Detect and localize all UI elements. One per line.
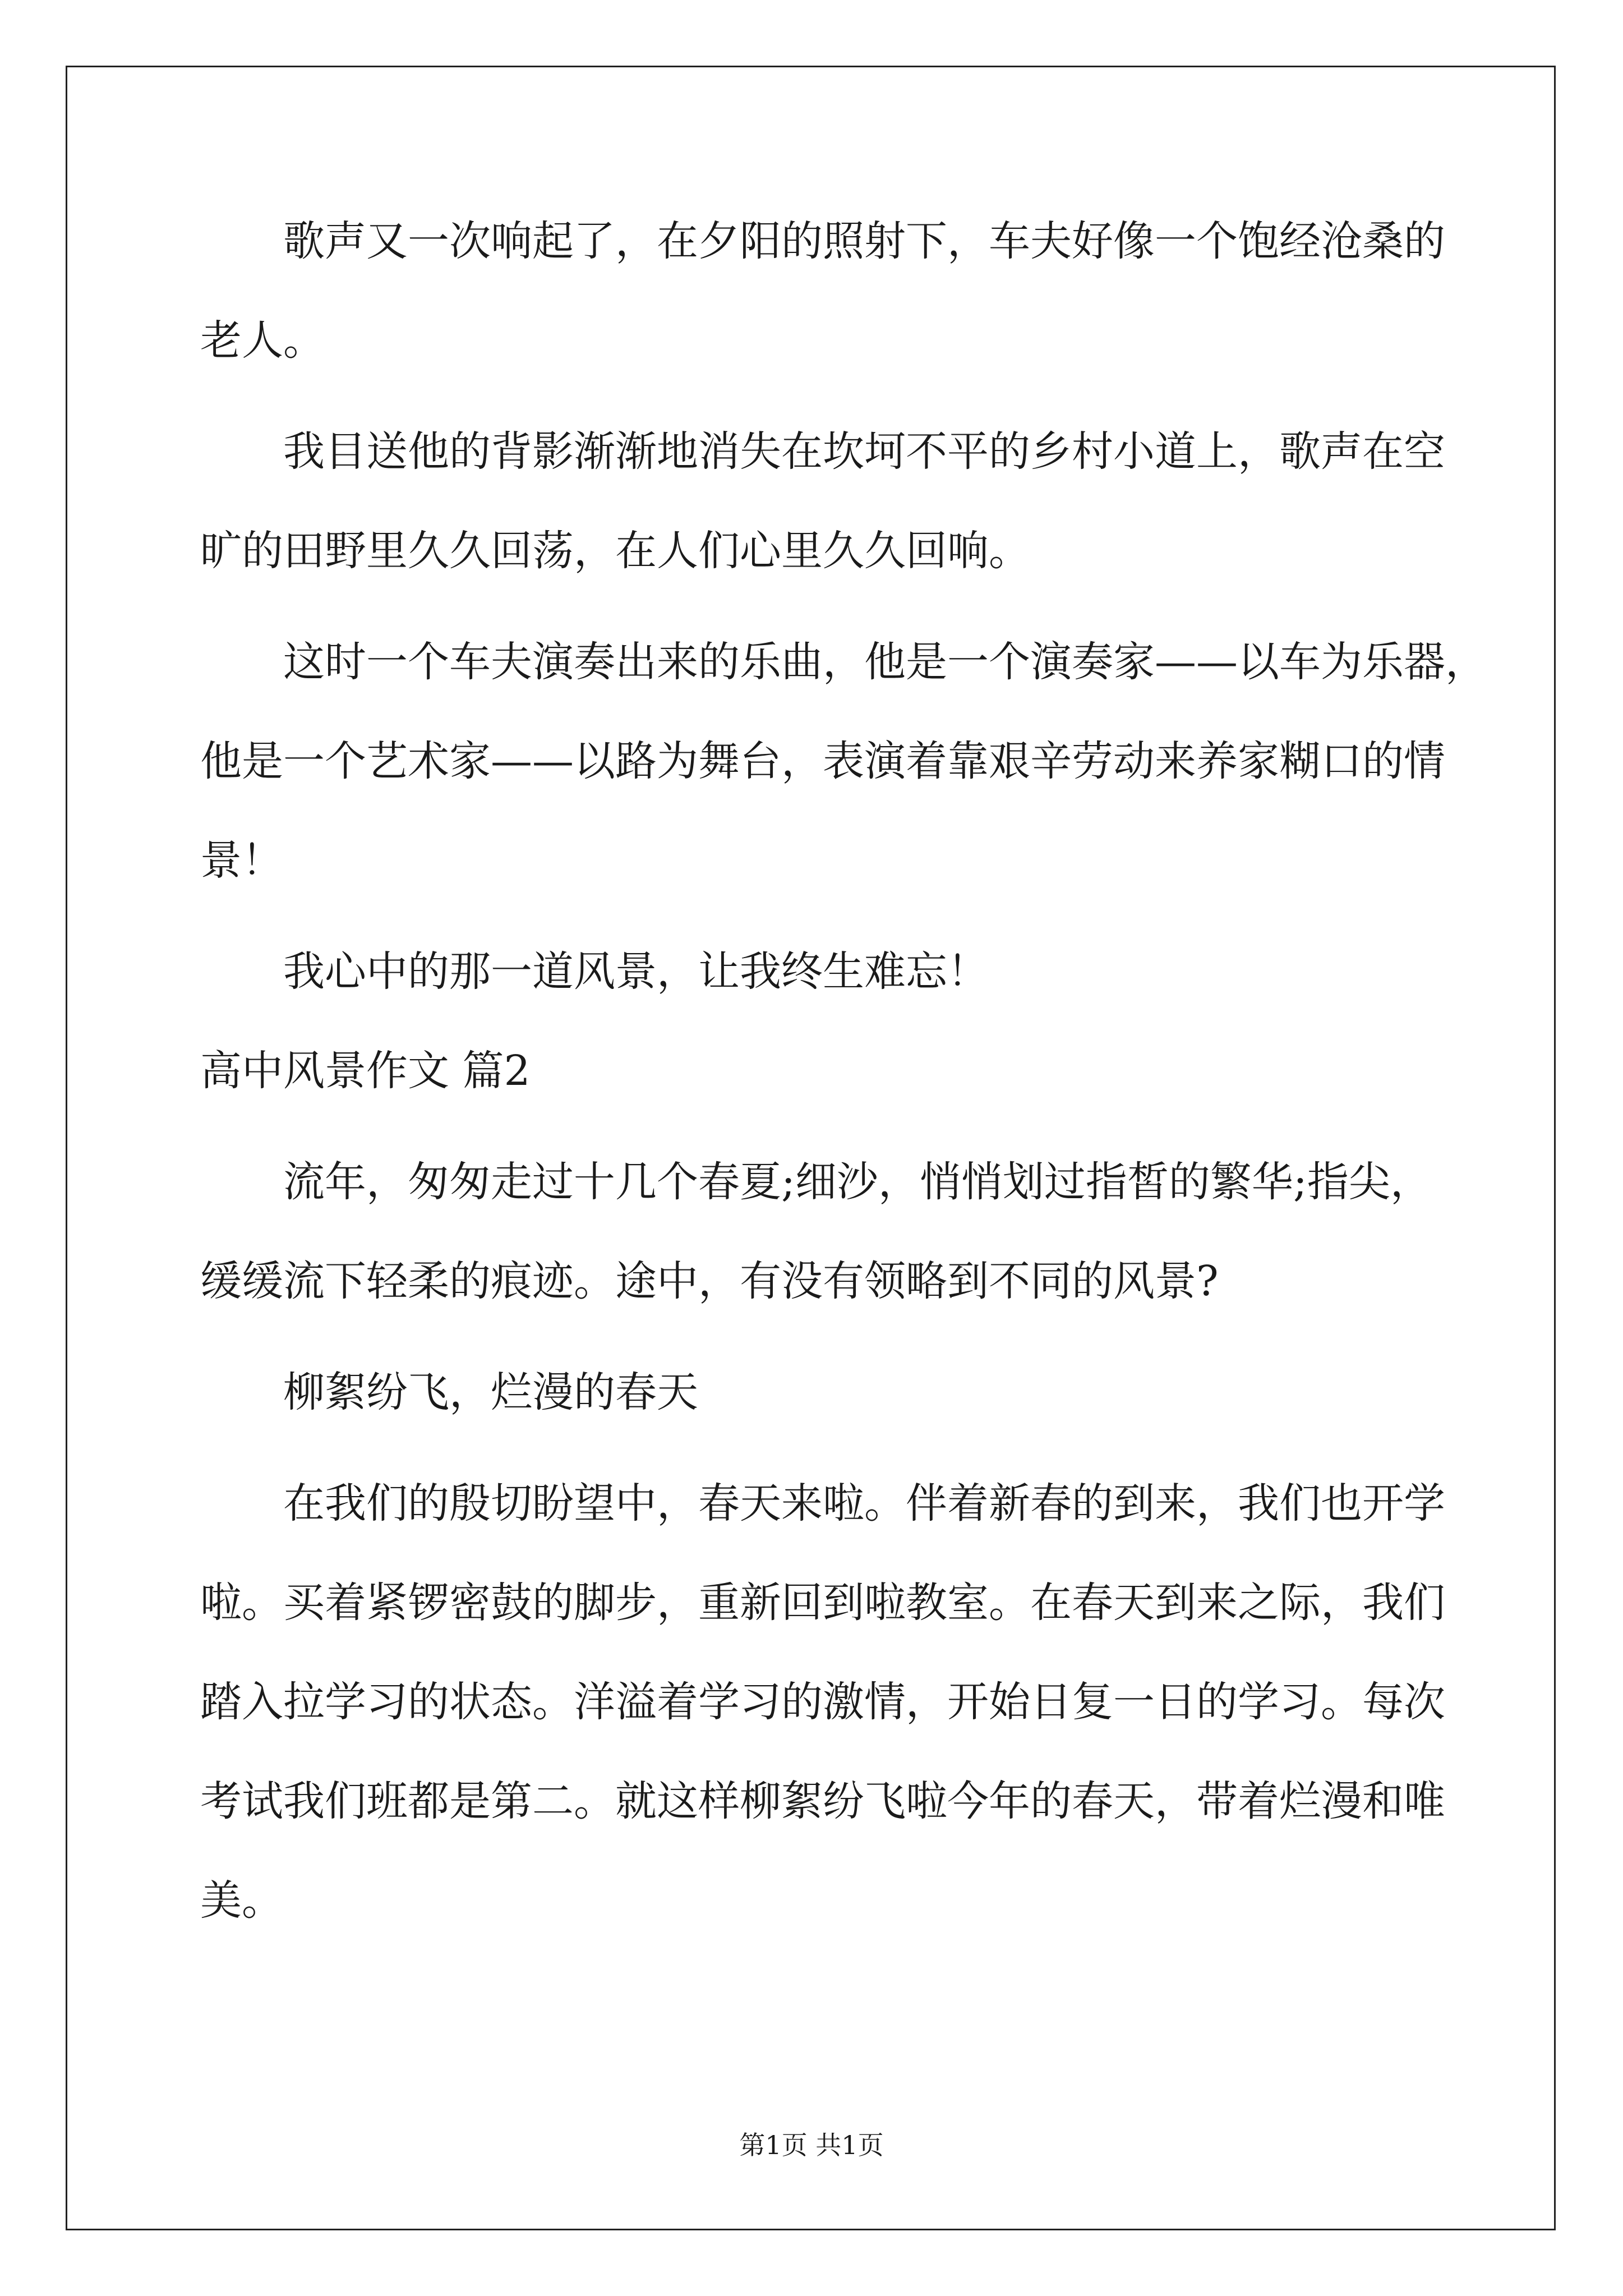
- paragraph-line: 景！: [200, 836, 283, 885]
- paragraph-line: 旷的田野里久久回荡，在人们心里久久回响。: [200, 527, 1030, 575]
- page-footer: 第1页 共1页: [739, 2130, 884, 2160]
- paragraph-line: 在我们的殷切盼望中，春天来啦。伴着新春的到来，我们也开学: [283, 1479, 1445, 1527]
- paragraph-line: 考试我们班都是第二。就这样柳絮纷飞啦今年的春天，带着烂漫和唯: [200, 1777, 1445, 1825]
- paragraph-line: 歌声又一次响起了，在夕阳的照射下，车夫好像一个饱经沧桑的: [283, 217, 1445, 265]
- paragraph-line: 流年，匆匆走过十几个春夏;细沙，悄悄划过指皙的繁华;指尖，: [283, 1158, 1432, 1206]
- paragraph-line: 柳絮纷飞，烂漫的春天: [283, 1368, 698, 1416]
- paragraph-line: 缓缓流下轻柔的痕迹。途中，有没有领略到不同的风景?: [200, 1257, 1219, 1305]
- paragraph-line: 他是一个艺术家——以路为舞台，表演着靠艰辛劳动来养家糊口的情: [200, 737, 1445, 785]
- paragraph-line: 啦。买着紧锣密鼓的脚步，重新回到啦教室。在春天到来之际，我们: [200, 1579, 1445, 1627]
- page-border: [66, 66, 1556, 2230]
- paragraph-line: 这时一个车夫演奏出来的乐曲，他是一个演奏家——以车为乐器，: [283, 638, 1487, 686]
- paragraph-line: 老人。: [200, 316, 325, 365]
- paragraph-line: 我目送他的背影渐渐地消失在坎坷不平的乡村小道上，歌声在空: [283, 427, 1445, 476]
- paragraph-line: 美。: [200, 1876, 283, 1925]
- section-heading: 高中风景作文 篇2: [200, 1047, 531, 1095]
- paragraph-line: 踏入拉学习的状态。洋溢着学习的激情，开始日复一日的学习。每次: [200, 1678, 1445, 1726]
- paragraph-line: 我心中的那一道风景，让我终生难忘！: [283, 947, 989, 996]
